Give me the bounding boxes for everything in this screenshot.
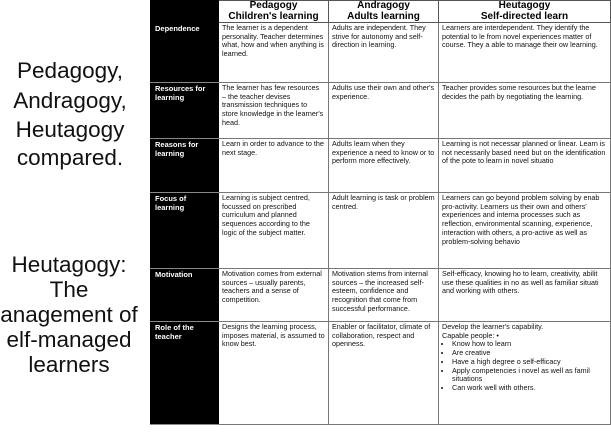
header-andragogy-title: Andragogy — [357, 0, 410, 11]
comparison-table — [150, 0, 611, 425]
row-label-resources: Resources for learning — [151, 83, 219, 139]
table-row-motivation — [151, 269, 611, 322]
cell-andragogy-teacher-role: Enabler or facilitator, climate of collaboration, respect and openness. — [329, 322, 439, 425]
subtitle-line-5: learners — [28, 352, 110, 377]
cell-andragogy-motivation: Motivation stems from internal sources – the increased self-esteem, confidence and recognition that come from successful performance. — [329, 269, 439, 322]
header-heutagogy — [439, 1, 611, 23]
title-line-4: compared. — [16, 145, 124, 170]
header-heutagogy-subtitle: Self-directed learn — [480, 10, 569, 22]
row-label-reasons: Reasons for learning — [151, 139, 219, 193]
comparison-table-area — [150, 0, 606, 442]
capable-people-list — [442, 340, 607, 392]
left-title-panel — [0, 0, 150, 442]
cell-pedagogy-reasons: Learn in order to advance to the next stage. — [219, 139, 329, 193]
list-item: • Apply competencies i novel as well as famil situations — [452, 367, 607, 384]
list-item: • Know how to learn — [452, 340, 607, 349]
title-line-2: Andragogy, — [13, 88, 127, 113]
subtitle-line-4: elf-managed — [6, 327, 132, 352]
cell-pedagogy-dependence: The learner is a dependent personality. Teacher determines what, how and when anything is learned. — [219, 23, 329, 83]
cell-pedagogy-teacher-role: Designs the learning process, imposes material, is assumed to know best. — [219, 322, 329, 425]
table-row-reasons — [151, 139, 611, 193]
header-pedagogy — [219, 1, 329, 23]
list-item: • Are creative — [452, 349, 607, 358]
title-line-1: Pedagogy, — [17, 58, 123, 83]
cell-heutagogy-reasons: Learning is not necessar planned or linear. Learn is not necessarily based need but on the identification of the pote to learn in novel situatio — [439, 139, 611, 193]
table-header-row — [151, 1, 611, 23]
teacher-role-intro: Develop the learner's capability. — [442, 322, 544, 331]
cell-andragogy-resources: Adults use their own and other's experience. — [329, 83, 439, 139]
table-row-teacher-role — [151, 322, 611, 425]
table-row-resources — [151, 83, 611, 139]
row-label-dependence: Dependence — [151, 23, 219, 83]
list-item: • Have a high degree o self-efficacy — [452, 358, 607, 367]
cell-heutagogy-dependence: Learners are interdependent. They identify the potential to le from novel experiences matter of course. They a able to manage their ow learning. — [439, 23, 611, 83]
title-line-3: Heutagogy — [15, 117, 125, 142]
row-label-teacher-role: Role of the teacher — [151, 322, 219, 425]
cell-heutagogy-motivation: Self-efficacy, knowing ho to learn, creativity, abilit use these qualities in no as well as familiar situati and working with others. — [439, 269, 611, 322]
header-pedagogy-subtitle: Children's learning — [228, 10, 319, 22]
table-row-focus — [151, 193, 611, 269]
list-item: • Can work well with others. — [452, 384, 607, 393]
cell-heutagogy-teacher-role — [439, 322, 611, 425]
header-pedagogy-title: Pedagogy — [249, 0, 298, 11]
table-row-dependence — [151, 23, 611, 83]
capable-people-label: Capable people: • — [442, 330, 499, 340]
row-label-motivation: Motivation — [151, 269, 219, 322]
cell-heutagogy-focus: Learners can go beyond problem solving by enab pro-activity. Learners us their own and others' experiences and interna processes such as reflection, environmental scanning, experience, interaction with others, a pro-active as well as problem-solving behavio — [439, 193, 611, 269]
subtitle-line-1: Heutagogy: — [11, 252, 127, 277]
table-corner-cell — [151, 1, 219, 23]
cell-andragogy-dependence: Adults are independent. They strive for autonomy and self-direction in learning. — [329, 23, 439, 83]
cell-heutagogy-resources: Teacher provides some resources but the learne decides the path by negotiating the learning. — [439, 83, 611, 139]
subtitle-line-3: anagement of — [0, 302, 138, 327]
header-heutagogy-title: Heutagogy — [498, 0, 551, 11]
row-label-focus: Focus of learning — [151, 193, 219, 269]
cell-andragogy-focus: Adult learning is task or problem centred. — [329, 193, 439, 269]
cell-pedagogy-focus: Learning is subject centred, focussed on prescribed curriculum and planned sequences according to the logic of the subject matter. — [219, 193, 329, 269]
cell-andragogy-reasons: Adults learn when they experience a need to know or to perform more effectively. — [329, 139, 439, 193]
subtitle-line-2: The — [49, 277, 89, 302]
header-andragogy — [329, 1, 439, 23]
cell-pedagogy-resources: The learner has few resources – the teacher devises transmission techniques to store knowledge in the learner's head. — [219, 83, 329, 139]
header-andragogy-subtitle: Adults learning — [347, 10, 420, 22]
cell-pedagogy-motivation: Motivation comes from external sources – usually parents, teachers and a sense of competition. — [219, 269, 329, 322]
